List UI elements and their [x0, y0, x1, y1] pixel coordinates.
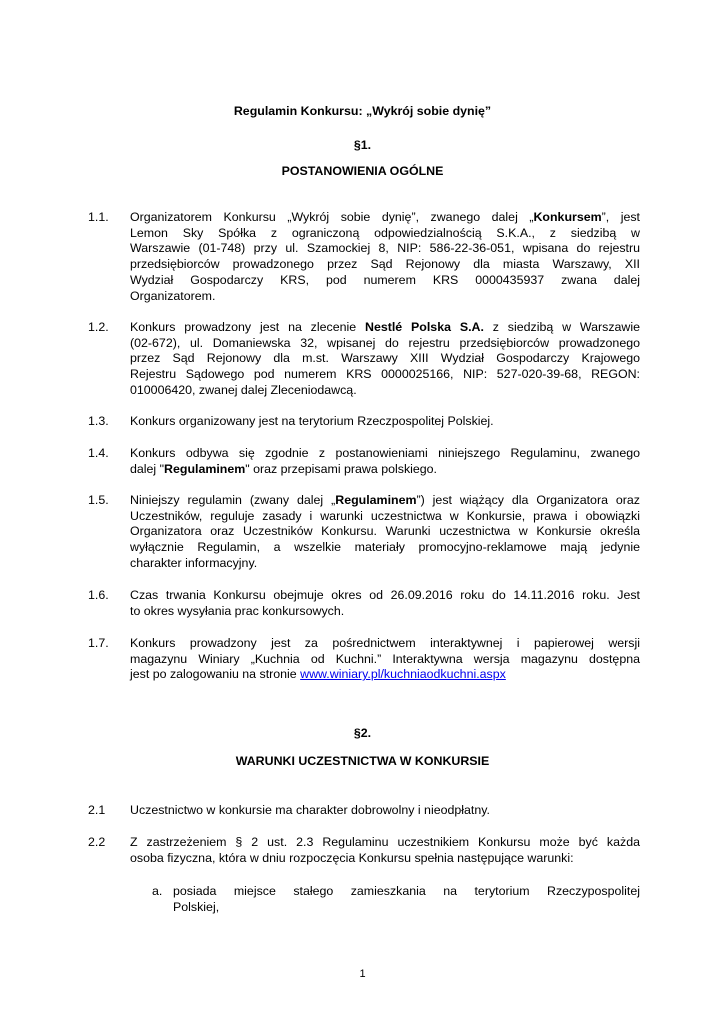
condition-text [173, 884, 640, 915]
page-number: 1 [359, 968, 366, 980]
clause-number: 1.6. [88, 588, 109, 602]
clause-number: 1.7. [88, 636, 109, 650]
text-line: wyłącznie Regulamin, a wszelkie materiały promocyjno-reklamowe mają jedynie [130, 540, 640, 555]
section-2-number: §2. [353, 726, 372, 740]
text-line: osoba fizyczna, która w dniu rozpoczęcia Konkursu spełnia następujące warunki: [130, 850, 574, 865]
text-line: 010006420, zwanej dalej Zleceniodawcą. [130, 382, 357, 397]
text-line: Wydział Gospodarczy KRS, pod numerem KRS 0000435937 zwana dalej [130, 272, 640, 287]
text-line: dalej "Regulaminem" oraz przepisami prawa polskiego. [130, 461, 438, 476]
text-line: Uczestnictwo w konkursie ma charakter dobrowolny i nieodpłatny. [130, 803, 490, 817]
text-line: Organizatora oraz Uczestników Konkursu. Warunki uczestnictwa w Konkursie określa [130, 524, 640, 539]
text-line: Rejestru Sądowego pod numerem KRS 0000025166, NIP: 527-020-39-68, REGON: [130, 367, 640, 382]
clause-text [130, 835, 640, 866]
text-line: Uczestników, reguluje zasady i warunki uczestnictwa w Konkursie, prawa i obowiązki [130, 508, 640, 523]
clause-number: 1.1. [88, 210, 109, 224]
clause-1-3 [88, 414, 640, 430]
text-line: jest po zalogowaniu na stronie www.winiary.pl/kuchniaodkuchni.aspx [130, 667, 506, 682]
clause-text [130, 803, 640, 819]
clause-1-1 [88, 210, 640, 304]
text-line: Konkurs odbywa się zgodnie z postanowieniami niniejszego Regulaminu, zwanego [130, 446, 640, 460]
text-line: przez Sąd Rejonowy dla m.st. Warszawy XIII Wydział Gospodarczy Krajowego [130, 351, 640, 366]
text-line: Niniejszy regulamin (zwany dalej „Regulaminem”) jest wiążący dla Organizatora oraz [130, 493, 640, 507]
text-line: Organizatorem. [130, 288, 216, 303]
text-line: charakter informacyjny. [130, 555, 258, 570]
clause-text [130, 320, 640, 399]
document-title: Regulamin Konkursu: „Wykrój sobie dynię” [233, 104, 492, 118]
text-line: to okres wysyłania prac konkursowych. [130, 603, 345, 618]
section-1-number: §1. [353, 138, 372, 152]
text-line: Czas trwania Konkursu obejmuje okres od 26.09.2016 roku do 14.11.2016 roku. Jest [130, 588, 640, 602]
text-line: magazynu Winiary „Kuchnia od Kuchni.” Interaktywna wersja magazynu dostępna [130, 651, 640, 666]
text-line: posiada miejsce stałego zamieszkania na terytorium Rzeczypospolitej [173, 884, 640, 898]
section-1-heading: POSTANOWIENIA OGÓLNE [281, 164, 444, 178]
clause-number: 1.2. [88, 320, 109, 334]
clause-2-2 [88, 835, 640, 866]
clause-text [130, 588, 640, 619]
winiary-link[interactable]: www.winiary.pl/kuchniaodkuchni.aspx [300, 667, 506, 682]
text-line: Konkurs organizowany jest na terytorium Rzeczpospolitej Polskiej. [130, 414, 494, 428]
clause-1-2 [88, 320, 640, 399]
clause-text [130, 414, 640, 430]
condition-letter: a. [152, 884, 163, 898]
clause-text [130, 636, 640, 683]
clause-text [130, 210, 640, 304]
clause-text [130, 493, 640, 572]
section-2-heading: WARUNKI UCZESTNICTWA W KONKURSIE [235, 754, 490, 768]
clause-1-6 [88, 588, 640, 619]
text-line: Warszawie (01-748) przy ul. Szamockiej 8, NIP: 586-22-36-051, wpisana do rejestru [130, 241, 640, 256]
clause-1-7 [88, 636, 640, 683]
text-line: Polskiej, [173, 899, 220, 914]
text-line: (02-672), ul. Domaniewska 32, wpisanej do rejestru przedsiębiorców prowadzonego [130, 335, 640, 350]
clause-number: 1.4. [88, 446, 109, 460]
clause-1-4 [88, 446, 640, 477]
clause-number: 1.3. [88, 414, 109, 428]
clause-number: 2.1 [88, 803, 106, 817]
text-line: Z zastrzeżeniem § 2 ust. 2.3 Regulaminu uczestnikiem Konkursu może być każda [130, 835, 640, 849]
clause-1-5 [88, 493, 640, 572]
text-line: Lemon Sky Spółka z ograniczoną odpowiedzialnością S.K.A., z siedzibą w [130, 225, 640, 240]
clause-text [130, 446, 640, 477]
condition-a [152, 884, 640, 915]
text-line: Konkurs prowadzony jest za pośrednictwem interaktywnej i papierowej wersji [130, 636, 640, 650]
text-line: Konkurs prowadzony jest na zlecenie Nestlé Polska S.A. z siedzibą w Warszawie [130, 320, 641, 334]
clause-2-1 [88, 803, 640, 819]
clause-number: 1.5. [88, 493, 109, 507]
text-line: Organizatorem Konkursu „Wykrój sobie dynię”, zwanego dalej „Konkursem”, jest [130, 210, 641, 224]
text-line: przedsiębiorców prowadzonego przez Sąd Rejonowy dla miasta Warszawy, XII [130, 257, 640, 272]
clause-number: 2.2 [88, 835, 106, 849]
